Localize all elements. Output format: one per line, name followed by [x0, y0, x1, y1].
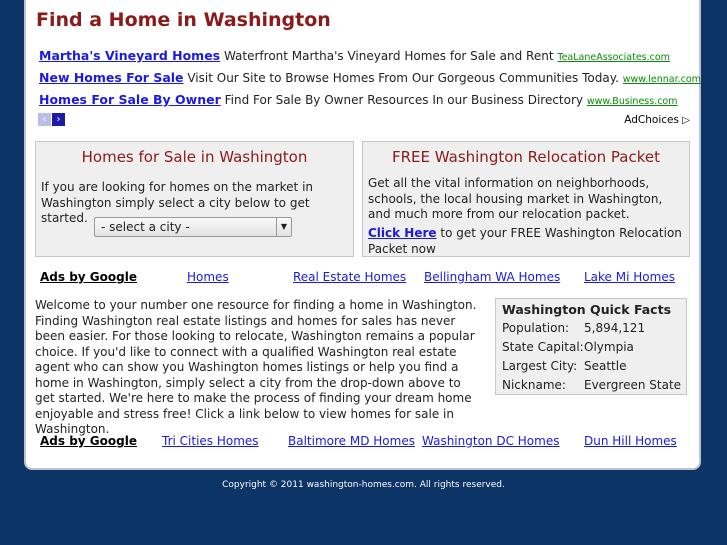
city-select[interactable]	[94, 217, 292, 237]
page-title: Find a Home in Washington	[36, 9, 331, 31]
quick-facts-box	[495, 298, 687, 395]
adchoices-icon: ▷	[682, 115, 690, 126]
city-select-value: - select a city -	[101, 220, 190, 234]
fact-value: Olympia	[584, 340, 634, 354]
adchoices-link[interactable]	[624, 114, 690, 126]
chevron-right-icon[interactable]: ›	[52, 113, 65, 126]
ad-url-link[interactable]: www.lennar.com	[622, 74, 701, 85]
ad-link[interactable]: Baltimore MD Homes	[288, 434, 415, 448]
ad-title-link[interactable]: New Homes For Sale	[39, 70, 184, 85]
ads-by-google-label[interactable]: Ads by Google	[40, 434, 137, 448]
ad-link[interactable]: Real Estate Homes	[293, 270, 407, 284]
homes-box-text: If you are looking for homes on the market in Washington simply select a city below to get started.	[41, 180, 314, 225]
ad-link[interactable]: Dun Hill Homes	[584, 434, 677, 448]
relocation-packet-box	[362, 141, 690, 257]
homes-box-title: Homes for Sale in Washington	[81, 148, 308, 166]
fact-value: Seattle	[584, 359, 627, 373]
ad-title-link[interactable]: Homes For Sale By Owner	[39, 92, 221, 107]
ad-pagination	[38, 113, 66, 132]
ads-by-google-label[interactable]: Ads by Google	[40, 270, 137, 284]
ad-item	[39, 48, 689, 70]
copyright-footer: Copyright © 2011 washington-homes.com. All rights reserved.	[222, 480, 505, 490]
relocation-cta	[368, 226, 684, 257]
fact-label: State Capital:	[502, 340, 584, 354]
ad-link[interactable]: Washington DC Homes	[422, 434, 560, 448]
ad-description: Visit Our Site to Browse Homes From Our Gorgeous Communities Today.	[187, 71, 619, 85]
ad-url-link[interactable]: TeaLaneAssociates.com	[557, 52, 670, 63]
chevron-left-icon[interactable]: ‹	[38, 113, 51, 126]
ad-item	[39, 70, 701, 92]
homes-for-sale-box	[35, 141, 354, 257]
sponsored-ads	[39, 48, 701, 114]
ad-link[interactable]: Bellingham WA Homes	[424, 270, 561, 284]
ad-item	[39, 92, 689, 114]
fact-label: Nickname:	[502, 378, 566, 392]
intro-text: Welcome to your number one resource for finding a home in Washington. Finding Washington real estate listings and homes for sales has never been easier. For those looking to relocate, Washington remains a popular choice. If you'd like to connect with a qualified Washington real estate agent who can show you Washington homes listings or help you find a home in Washington, simply select a city from the drop-down above to get started. We're here to make the process of finding your dream home enjoyable and stress free! Click a link below to view homes for sale in Washington.	[35, 298, 477, 436]
fact-row	[502, 359, 682, 375]
ad-title-link[interactable]: Martha's Vineyard Homes	[39, 48, 221, 63]
fact-label: Population:	[502, 321, 570, 335]
google-ad-links-bottom	[26, 434, 699, 450]
ad-description: Find For Sale By Owner Resources In our Business Directory	[224, 93, 584, 107]
ad-link[interactable]: Lake Mi Homes	[584, 270, 675, 284]
relocation-box-title: FREE Washington Relocation Packet	[391, 148, 661, 166]
click-here-link[interactable]: Click Here	[368, 226, 437, 240]
fact-label: Largest City:	[502, 359, 578, 373]
ad-url-link[interactable]: www.Business.com	[586, 96, 678, 107]
fact-value: Evergreen State	[584, 378, 682, 392]
chevron-down-icon: ▼	[276, 218, 291, 236]
fact-row	[502, 340, 682, 356]
fact-row	[502, 378, 682, 394]
ad-link[interactable]: Homes	[187, 270, 229, 284]
ad-link[interactable]: Tri Cities Homes	[162, 434, 259, 448]
adchoices-label: AdChoices	[624, 114, 679, 126]
quick-facts-title: Washington Quick Facts	[502, 302, 672, 317]
ad-description: Waterfront Martha's Vineyard Homes for Sale and Rent	[223, 49, 554, 63]
page-container	[26, 0, 699, 468]
relocation-box-text: Get all the vital information on neighborhoods, schools, the local housing market in Washington, and much more from our relocation packet.	[368, 176, 663, 221]
relocation-cta-text: to get your FREE Washington Relocation Packet now	[368, 226, 682, 256]
google-ad-links-top	[26, 270, 699, 286]
fact-value: 5,894,121	[584, 321, 646, 335]
fact-row	[502, 321, 682, 337]
